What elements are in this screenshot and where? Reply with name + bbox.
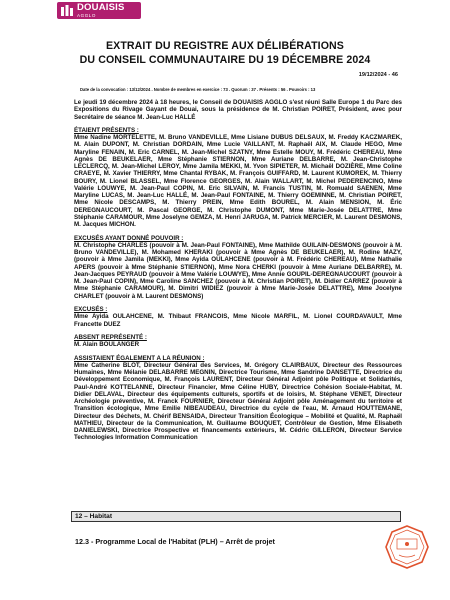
logo-sub: AGGLO bbox=[77, 12, 97, 18]
document-title bbox=[60, 40, 390, 67]
presents-list: Mme Nadine MORTELETTE, M. Bruno VANDEVILLE, Mme Lisiane DUBUS DELSAUX, M. Freddy KACZMAREK, M. Alain DUPONT, M. Christian DORDAIN, Mme Lucie VAILLANT, M. Raphaël AIX, M. Claude HEGO, Mme Maryline FENAIN, M. Eric CARNEL, M. Jean-Michel SZATNY, Mme Estelle MOUY, M. Frédéric CHEREAU, Mme Agnès DE BEUKELAER, Mme Stéphanie STIERNON, Mme Auriane DELBARRE, M. Jean-Christophe LECLERCQ, M. Jean-Michel LEROY, Mme Jamila MEKKI, M. Yvon SIPIETER, M. Michaël DOZIÈRE, Mme Coline CRAEYE, M. Xavier THIERRY, Mme Chantal RYBAK, M. François GUIFFARD, M. Laurent KUMOREK, M. Thierry BOURY, M. Lionel BLASSEL, Mme Florence GEORGES, M. Alain WALLART, M. Michel PEDERENCINO, Mme Valérie LOUWYE, M. Jean-Paul COPIN, M. Eric SILVAIN, M. Francis TUSTIN, M. Romuald SAENEN, Mme Maryline LUCAS, M. Jean-Luc HALLÉ, M. Jean-Paul FONTAINE, M. Thierry GOEMINNE, M. Christian POIRET, Mme Nicole DESCAMPS, M. Thierry PREIN, Mme Edith BOUREL, M. Alain MENSION, M. Éric DEREGNAUCOURT, M. Pascal GEORGE, M. Christophe DUMONT, Mme Marie-Josée DELATTRE, Mme Stéphanie CARAMOUR, Mme Joselyne GEMZA, M. Henri JARUGA, M. Patrick MERCIER, M. Laurent DESMONS, M. Jacques MICHON. bbox=[74, 134, 402, 229]
assistaient-list: Mme Catherine BLOT, Directeur Général des Services, M. Grégory CLAIRBAUX, Directeur des Ressources Humaines, Mme Mélanie DELABARRE MEGNIN, Directrice Tourisme, Mme Sandrine DANSETTE, Directrice du Développement Economique, M. François LAURENT, Directeur Général Adjoint pôle Politique et Solidarités, Paul-André KOTTELANNE, Directeur Financier, Mme Céline HUBY, Directrice Cohésion Sociale-Habitat, M. Didier DELAVAL, Directeur des équipements culturels, sportifs et de loisirs, M. Stéphane VENET, Directeur Archéologie préventive, M. Franck FOURNIER, Directeur Général Adjoint pôle Aménagement du territoire et Transition écologique, Mme Emilie NIBEAUDEAU, Directrice du cycle de l'eau, M. Arnaud HOUTTEMANE, Directeur des Déchets, M. Chérif BENSAIDA, Directeur Transition Écologique – Mobilité et Qualité, M. Raphaël MATHIEU, Directeur de la Communication, M. Guillaume BOUQUET, Contrôleur de Gestion, Mme Elisabeth DANIELEWSKI, Directrice Prospective et financements extérieurs, M. Cédric GILLERON, Directeur Service Technologies Information Communication bbox=[74, 361, 402, 442]
excuses-pouvoir-heading: EXCUSÉS AYANT DONNÉ POUVOIR : bbox=[74, 234, 184, 242]
intro-paragraph: Le jeudi 19 décembre 2024 à 18 heures, le Conseil de DOUAISIS AGGLO s'est réuni Salle Europe 1 du Parc des Expositions du Rivage Gayant de Douai, sous la présidence de M. Christian POIRET, Président, avec pour Secrétaire de séance M. Jean-Luc HALLÉ bbox=[74, 99, 402, 121]
deliberation-reference: 19/12/2024 - 46 bbox=[358, 72, 398, 78]
session-metadata: Date de la convocation : 13/12/2024 . Nombre de membres en exercice : 73 . Quorum : 37 . Présents : 56 . Pouvoirs : 13 bbox=[80, 87, 316, 92]
title-line-2: DU CONSEIL COMMUNAUTAIRE DU 19 DÉCEMBRE 2024 bbox=[79, 53, 371, 66]
document-body bbox=[74, 99, 402, 442]
excuses-heading: EXCUSÉS : bbox=[74, 306, 108, 314]
excuses-list: Mme Ayida OULAHCENE, M. Thibaut FRANCOIS, Mme Nicole MARFIL, M. Lionel COURDAVAULT, Mme Francette DUEZ bbox=[74, 313, 402, 328]
assistaient-heading: ASSISTAIENT ÉGALEMENT A LA RÉUNION : bbox=[74, 354, 205, 362]
official-stamp-icon bbox=[385, 525, 429, 569]
subsection-title: 12.3 - Programme Local de l'Habitat (PLH) – Arrêt de projet bbox=[75, 537, 275, 546]
section-bar: 12 – Habitat bbox=[71, 511, 401, 522]
absent-list: M. Alain BOULANGER bbox=[74, 341, 140, 349]
title-line-1: EXTRAIT DU REGISTRE AUX DÉLIBÉRATIONS bbox=[106, 40, 344, 52]
logo-emblem-icon bbox=[60, 4, 74, 17]
excuses-pouvoir-list: M. Christophe CHARLES (pouvoir à M. Jean-Paul FONTAINE), Mme Mathilde GUILAIN-DESMONS (pouvoir à M. Bruno VANDEVILLE), M. Mohamed KHERAKI (pouvoir à Mme Agnès DE BEUKELAER), M. Rodine MAZY, (pouvoir à Mme Jamila (MEKKI), Mme Ayida OULAHCENE (pouvoir à M. Frédéric CHEREAU), Mme Nathalie APERS (pouvoir à Mme Stéphanie STIERNON), Mme Nora CHERKI (pouvoir à Mme Auriane DELBARRE), M. Jean-Jacques PEYRAUD (pouvoir à Mme Valérie LOUWYE), Mme Annie GOUPIL-DEREGNAUCOURT (pouvoir à M. Jean-Paul COPIN), Mme Caroline SANCHEZ (pouvoir à M. Christian POIRET), M. Didier CARREZ (pouvoir à Mme Stéphanie CARAMOUR), M. Dimitri WIDIEZ (pouvoir à Mme Marie-Josée DELATTRE), Mme Jocelyne CHARLET (pouvoir à M. Laurent DESMONS) bbox=[74, 241, 402, 300]
logo-name: DOUAISIS bbox=[77, 2, 125, 13]
absent-heading: ABSENT REPRÉSENTÉ : bbox=[74, 334, 147, 341]
douaisis-logo bbox=[57, 2, 141, 19]
presents-heading: ÉTAIENT PRÉSENTS : bbox=[74, 126, 139, 134]
